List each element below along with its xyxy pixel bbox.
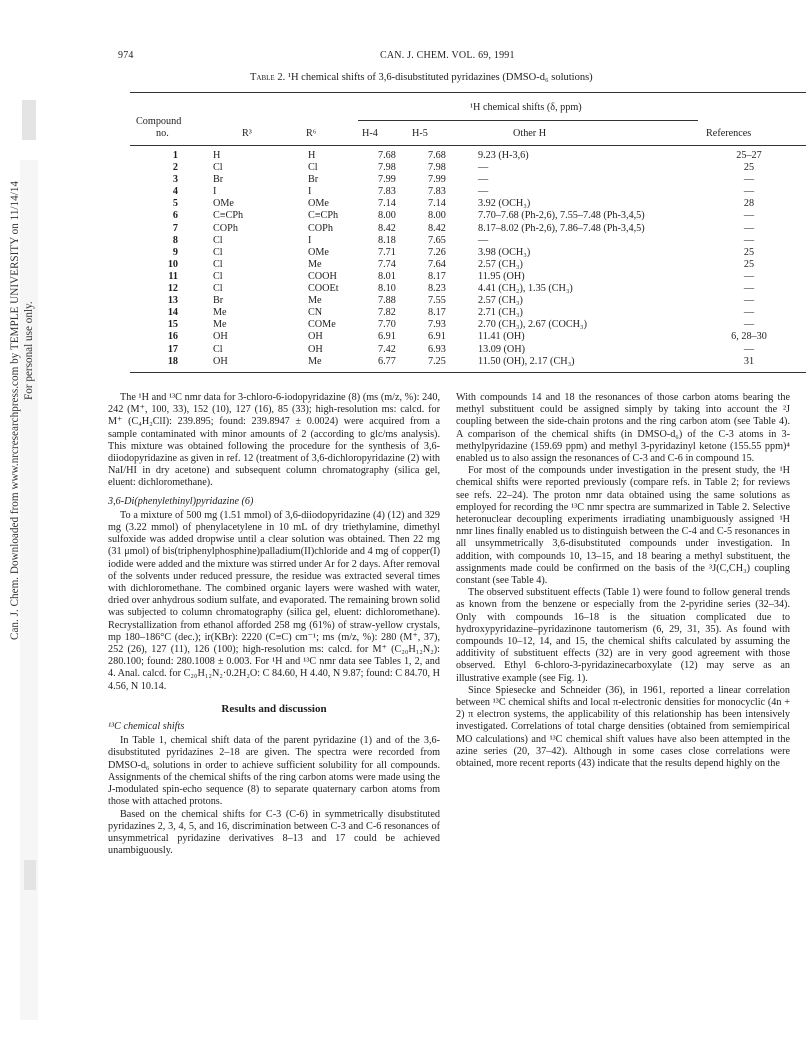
r6-cell: Me bbox=[308, 355, 322, 367]
r3-cell: Cl bbox=[213, 343, 223, 355]
compound-no: 17 bbox=[167, 343, 178, 355]
compound-no: 18 bbox=[167, 355, 178, 367]
h5-cell: 8.17 bbox=[428, 270, 446, 282]
other-h-cell: 11.95 (OH) bbox=[478, 270, 525, 282]
r6-cell: OMe bbox=[308, 198, 329, 210]
h4-cell: 7.82 bbox=[378, 307, 396, 319]
table-group-rule bbox=[358, 120, 698, 121]
other-h-cell: 3.98 (OCH₃) bbox=[478, 246, 531, 258]
table-row bbox=[130, 344, 806, 356]
h5-cell: 7.14 bbox=[428, 198, 446, 210]
table-header-rule bbox=[130, 145, 806, 146]
references-cell: — bbox=[743, 186, 755, 198]
r6-cell: I bbox=[308, 234, 312, 246]
table-row bbox=[130, 307, 806, 319]
compound-no: 11 bbox=[168, 270, 178, 282]
references-cell: 25 bbox=[743, 162, 755, 174]
margin-speck bbox=[24, 860, 36, 890]
table-row bbox=[130, 223, 806, 235]
compound-no: 10 bbox=[167, 258, 178, 270]
r6-cell: OH bbox=[308, 331, 323, 343]
compound-no: 15 bbox=[167, 319, 178, 331]
h4-cell: 7.70 bbox=[378, 319, 396, 331]
col-compound-1: Compound bbox=[136, 116, 182, 127]
r6-cell: CN bbox=[308, 307, 323, 319]
compound-no: 8 bbox=[172, 234, 178, 246]
h4-cell: 7.14 bbox=[378, 198, 396, 210]
table-body bbox=[130, 150, 806, 368]
col-compound-2: no. bbox=[156, 128, 169, 139]
table-row bbox=[130, 331, 806, 343]
page-number: 974 bbox=[118, 50, 134, 61]
table-row bbox=[130, 235, 806, 247]
other-h-cell: 8.17–8.02 (Ph-2,6), 7.86–7.48 (Ph-3,4,5) bbox=[478, 222, 645, 234]
table-row bbox=[130, 162, 806, 174]
h5-cell: 6.93 bbox=[428, 343, 446, 355]
compound-no: 16 bbox=[167, 331, 178, 343]
table-row bbox=[130, 271, 806, 283]
other-h-cell: 4.41 (CH₂), 1.35 (CH₃) bbox=[478, 283, 573, 295]
r6-cell: Cl bbox=[308, 162, 318, 174]
h4-cell: 8.00 bbox=[378, 210, 396, 222]
paragraph: For most of the compounds under investigation in the present study, the ¹H chemical shifts were reported previously (compare refs. in Table 2; for reviews see refs. 22–24). The proton nmr data obtained using the same solutions as employed for recording the ¹³C nmr spectra are summarized in Table 2. Selective heteronuclear decoupling experiments irradiating unambiguously assigned ¹H nmr lines finally enabled us to distinguish between the C-4 and C-5 resonances in all unsymmetrically 3,6-disubstituted compounds under investigation. In addition, with compounds 10, 13–15, and 18 bearing a methyl substituent, the assignments made could be confirmed on the basis of the ³J(C,CH₃) coupling constant (see Table 4). bbox=[456, 465, 790, 587]
r3-cell: OH bbox=[213, 331, 228, 343]
compound-no: 1 bbox=[172, 150, 178, 161]
h5-cell: 7.64 bbox=[428, 258, 446, 270]
paragraph: Since Spiesecke and Schneider (36), in 1961, reported a linear correlation between ¹³C chemical shifts and local π-electronic densities for monocyclic (4n + 2) π electron systems, the applicability of this relationship has been intensively investigated. Correlations of total charge densities (obtained from semiempirical MO calculations) and ¹³C chemical shift values have also been attempted in the azine series (20, 37–42). Although in some cases close correlations were obtained, more recent reports (43) indicate that the results depend highly on the bbox=[456, 684, 790, 770]
r3-cell: Br bbox=[213, 174, 224, 186]
h4-cell: 7.68 bbox=[378, 150, 396, 161]
table-bottom-rule bbox=[130, 372, 806, 373]
r3-cell: I bbox=[213, 186, 217, 198]
other-h-cell: — bbox=[478, 186, 489, 198]
h5-cell: 7.65 bbox=[428, 234, 446, 246]
table-row bbox=[130, 356, 806, 368]
r6-cell: COOEt bbox=[308, 283, 339, 295]
r6-cell: OH bbox=[308, 343, 323, 355]
references-cell: — bbox=[743, 319, 755, 331]
h5-cell: 7.68 bbox=[428, 150, 446, 161]
compound-no: 5 bbox=[172, 198, 178, 210]
compound-no: 13 bbox=[167, 295, 178, 307]
references-cell: 25 bbox=[743, 246, 755, 258]
h5-cell: 7.26 bbox=[428, 246, 446, 258]
compound-no: 14 bbox=[167, 307, 178, 319]
h4-cell: 7.98 bbox=[378, 162, 396, 174]
references-cell: 28 bbox=[743, 198, 755, 210]
compound-no: 3 bbox=[172, 174, 178, 186]
h4-cell: 6.91 bbox=[378, 331, 396, 343]
r3-cell: COPh bbox=[213, 222, 238, 234]
right-column bbox=[456, 392, 790, 770]
other-h-cell: 11.50 (OH), 2.17 (CH₃) bbox=[478, 355, 575, 367]
h4-cell: 7.83 bbox=[378, 186, 396, 198]
other-h-cell: 2.70 (CH₃), 2.67 (COCH₃) bbox=[478, 319, 587, 331]
paragraph: The observed substituent effects (Table 1) were found to follow general trends as known from the benzene or especially from the 2-pyridine series (32–34). Only with compounds 16–18 is the situation complicated due to hydroxypyridazine–pyridazinone tautomerism (6, 29, 31, 35). As found with compounds 10–12, 14, and 15, the chemical shifts calculated by assuming the additivity of substituent effects (32) are in very good agreement with those observed. Ethyl 6-chloro-3-pyridazinecarboxylate (12) may serve as an illustrative example (see Fig. 1). bbox=[456, 587, 790, 684]
r3-cell: Me bbox=[213, 307, 227, 319]
h5-cell: 7.55 bbox=[428, 295, 446, 307]
h5-cell: 8.23 bbox=[428, 283, 446, 295]
h5-cell: 7.83 bbox=[428, 186, 446, 198]
other-h-cell: — bbox=[478, 174, 489, 186]
references-cell: — bbox=[743, 283, 755, 295]
other-h-cell: 9.23 (H-3,6) bbox=[478, 150, 529, 161]
group-header: ¹H chemical shifts (δ, ppm) bbox=[470, 102, 582, 113]
other-h-cell: 7.70–7.68 (Ph-2,6), 7.55–7.48 (Ph-3,4,5) bbox=[478, 210, 645, 222]
col-r3: R³ bbox=[242, 128, 252, 139]
other-h-cell: 11.41 (OH) bbox=[478, 331, 525, 343]
references-cell: — bbox=[743, 270, 755, 282]
compound-no: 7 bbox=[172, 222, 178, 234]
table-caption-label: Table 2. bbox=[250, 72, 286, 83]
other-h-cell: 13.09 (OH) bbox=[478, 343, 525, 355]
other-h-cell: 2.57 (CH₃) bbox=[478, 295, 523, 307]
references-cell: — bbox=[743, 222, 755, 234]
r6-cell: COMe bbox=[308, 319, 336, 331]
compound-no: 4 bbox=[172, 186, 178, 198]
table-row bbox=[130, 283, 806, 295]
r6-cell: C≡CPh bbox=[308, 210, 339, 222]
h4-cell: 7.42 bbox=[378, 343, 396, 355]
paragraph: The ¹H and ¹³C nmr data for 3-chloro-6-iodopyridazine (8) (ms (m/z, %): 240, 242 (M⁺, 100, 33), 152 (10), 127 (16), 85 (33); high-resolution ms: calcd. for M⁺ (C₄H₂ClI): 239.895; found: 239.8947 ± 0.0024) were acquired from a sample contaminated with minor amounts of 2 (according to glc/ms analysis). This mixture was obtained following the procedure for the synthesis of 3,6-diiodopyridazine as given in ref. 12 (treatment of 3,6-dichloropyridazine (2) with NaI/HI in dry acetone) and subsequent column chromatography (silica gel, eluent: dichloromethane). bbox=[108, 392, 440, 489]
compound-no: 6 bbox=[172, 210, 178, 222]
h4-cell: 7.99 bbox=[378, 174, 396, 186]
table-row bbox=[130, 319, 806, 331]
r6-cell: Me bbox=[308, 295, 322, 307]
other-h-cell: 2.71 (CH₃) bbox=[478, 307, 523, 319]
r3-cell: Br bbox=[213, 295, 224, 307]
table-row bbox=[130, 247, 806, 259]
h5-cell: 7.25 bbox=[428, 355, 446, 367]
col-h5: H-5 bbox=[412, 128, 428, 139]
col-r6: R⁶ bbox=[306, 128, 317, 139]
shifts-table bbox=[130, 150, 806, 368]
r3-cell: Cl bbox=[213, 246, 223, 258]
h4-cell: 8.42 bbox=[378, 222, 396, 234]
r3-cell: OMe bbox=[213, 198, 234, 210]
table-caption-text: ¹H chemical shifts of 3,6-disubstituted pyridazines (DMSO-d₆ solutions) bbox=[287, 72, 593, 83]
r6-cell: COOH bbox=[308, 270, 337, 282]
subheading: 3,6-Di(phenylethinyl)pyridazine (6) bbox=[108, 495, 254, 507]
references-cell: 6, 28–30 bbox=[731, 331, 767, 343]
paragraph: To a mixture of 500 mg (1.51 mmol) of 3,6-diiodopyridazine (4) (12) and 329 mg (3.22 mmol) of phenylacetylene in 10 mL of dry triethylamine, dimethyl sulfoxide was added dropwise until a clear solution was obtained. Then 22 mg (31 μmol) of bis(triphenylphosphine)palladium(II)chloride and 4 mg of copper(I) iodide were added and the mixture was stirred under Ar for 2 days. After removal of the solvents under reduced pressure, the residue was extracted several times with dichloromethane. The combined organic layers were washed with water, dried over anhydrous sodium sulfate, and evaporated. The remaining brown solid was subjected to column chromatography (silica gel, eluent: dichloromethane). Recrystallization from ethanol afforded 258 mg (61%) of straw-yellow crystals, mp 180–186°C (dec.); ir(KBr): 2220 (C≡C) cm⁻¹; ms (m/z, %): 280 (M⁺, 37), 252 (26), 127 (11), 126 (100); high-resolution ms: calcd. for M⁺ (C₂₀H₁₂N₂): 280.100; found: 280.1008 ± 0.003. For ¹H and ¹³C nmr data see Tables 1, 2, and 4. Anal. calcd. for C₂₀H₁₂N₂·0.2H₂O: C 84.60, H 4.40, N 9.87; found: C 84.70, H 4.56, N 10.14. bbox=[108, 509, 440, 692]
h4-cell: 8.01 bbox=[378, 270, 396, 282]
h4-cell: 7.71 bbox=[378, 246, 396, 258]
download-notice-use: For personal use only. bbox=[23, 301, 35, 400]
references-cell: — bbox=[743, 234, 755, 246]
r3-cell: Cl bbox=[213, 283, 223, 295]
col-other: Other H bbox=[513, 128, 547, 139]
other-h-cell: 3.92 (OCH₃) bbox=[478, 198, 531, 210]
table-row bbox=[130, 150, 806, 162]
h5-cell: 8.42 bbox=[428, 222, 446, 234]
r6-cell: OMe bbox=[308, 246, 329, 258]
references-cell: — bbox=[743, 174, 755, 186]
h4-cell: 6.77 bbox=[378, 355, 396, 367]
h5-cell: 7.98 bbox=[428, 162, 446, 174]
h5-cell: 6.91 bbox=[428, 331, 446, 343]
col-h4: H-4 bbox=[362, 128, 378, 139]
table-top-rule bbox=[130, 92, 806, 93]
references-cell: 25 bbox=[743, 258, 755, 270]
h5-cell: 8.17 bbox=[428, 307, 446, 319]
r3-cell: Cl bbox=[213, 234, 223, 246]
col-refs: References bbox=[706, 128, 752, 139]
subheading: ¹³C chemical shifts bbox=[108, 721, 185, 733]
table-row bbox=[130, 174, 806, 186]
r3-cell: Cl bbox=[213, 258, 223, 270]
other-h-cell: 2.57 (CH₃) bbox=[478, 258, 523, 270]
compound-no: 12 bbox=[167, 283, 178, 295]
compound-no: 9 bbox=[172, 246, 178, 258]
r3-cell: OH bbox=[213, 355, 228, 367]
r6-cell: I bbox=[308, 186, 312, 198]
references-cell: — bbox=[743, 210, 755, 222]
h4-cell: 7.74 bbox=[378, 258, 396, 270]
h4-cell: 7.88 bbox=[378, 295, 396, 307]
running-title: CAN. J. CHEM. VOL. 69, 1991 bbox=[380, 50, 515, 61]
h5-cell: 8.00 bbox=[428, 210, 446, 222]
h4-cell: 8.18 bbox=[378, 234, 396, 246]
other-h-cell: — bbox=[478, 234, 489, 246]
paragraph: In Table 1, chemical shift data of the parent pyridazine (1) and of the 3,6-disubstituted pyridazines 2–18 are given. The spectra were recorded from DMSO-d₆ solutions in order to achieve sufficient solubility for all compounds. Assignments of the chemical shifts of the ring carbon atoms were made using the J-modulated spin-echo sequence (8) to separate quaternary carbon atoms from those with attached protons. bbox=[108, 735, 440, 808]
references-cell: 31 bbox=[743, 355, 755, 367]
table-row bbox=[130, 259, 806, 271]
references-cell: — bbox=[743, 307, 755, 319]
table-row bbox=[130, 210, 806, 222]
r6-cell: H bbox=[308, 150, 316, 161]
h5-cell: 7.99 bbox=[428, 174, 446, 186]
h4-cell: 8.10 bbox=[378, 283, 396, 295]
r3-cell: Cl bbox=[213, 270, 223, 282]
table-row bbox=[130, 295, 806, 307]
r3-cell: Cl bbox=[213, 162, 223, 174]
references-cell: 25–27 bbox=[736, 150, 762, 161]
table-row bbox=[130, 198, 806, 210]
r3-cell: H bbox=[213, 150, 221, 161]
r3-cell: C≡CPh bbox=[213, 210, 244, 222]
references-cell: — bbox=[743, 343, 755, 355]
r6-cell: COPh bbox=[308, 222, 333, 234]
other-h-cell: — bbox=[478, 162, 489, 174]
compound-no: 2 bbox=[172, 162, 178, 174]
r6-cell: Br bbox=[308, 174, 319, 186]
margin-speck bbox=[22, 100, 36, 140]
r6-cell: Me bbox=[308, 258, 322, 270]
r3-cell: Me bbox=[213, 319, 227, 331]
table-row bbox=[130, 186, 806, 198]
paragraph: Based on the chemical shifts for C-3 (C-6) in symmetrically disubstituted pyridazines 2, 3, 4, 5, and 16, discrimination between C-3 and C-6 resonances of unsymmetrical pyridazine derivatives 8–13 and 17 could be achieved unambiguously. bbox=[108, 808, 440, 857]
references-cell: — bbox=[743, 295, 755, 307]
section-heading: Results and discussion bbox=[221, 702, 327, 715]
h5-cell: 7.93 bbox=[428, 319, 446, 331]
download-notice-line: Can. J. Chem. Downloaded from www.nrcresearchpress.com by TEMPLE UNIVERSITY on 11/14/14 bbox=[9, 180, 21, 640]
margin-band bbox=[20, 160, 38, 1020]
left-column bbox=[108, 392, 440, 857]
paragraph: With compounds 14 and 18 the resonances of those carbon atoms bearing the methyl substituent could be assigned simply by taking into account the ²J coupling between the side-chain protons and the ring carbon atom (see Table 4). A comparison of the chemical shifts (in DMSO-d₆) of the C-3 atoms in 3-methylpyridazine (159.69 ppm) and methyl 3-pyridazinyl ketone (155.55 ppm)⁴ enabled us to also assign the resonances of C-3 and C-6 in compound 15. bbox=[456, 392, 790, 465]
